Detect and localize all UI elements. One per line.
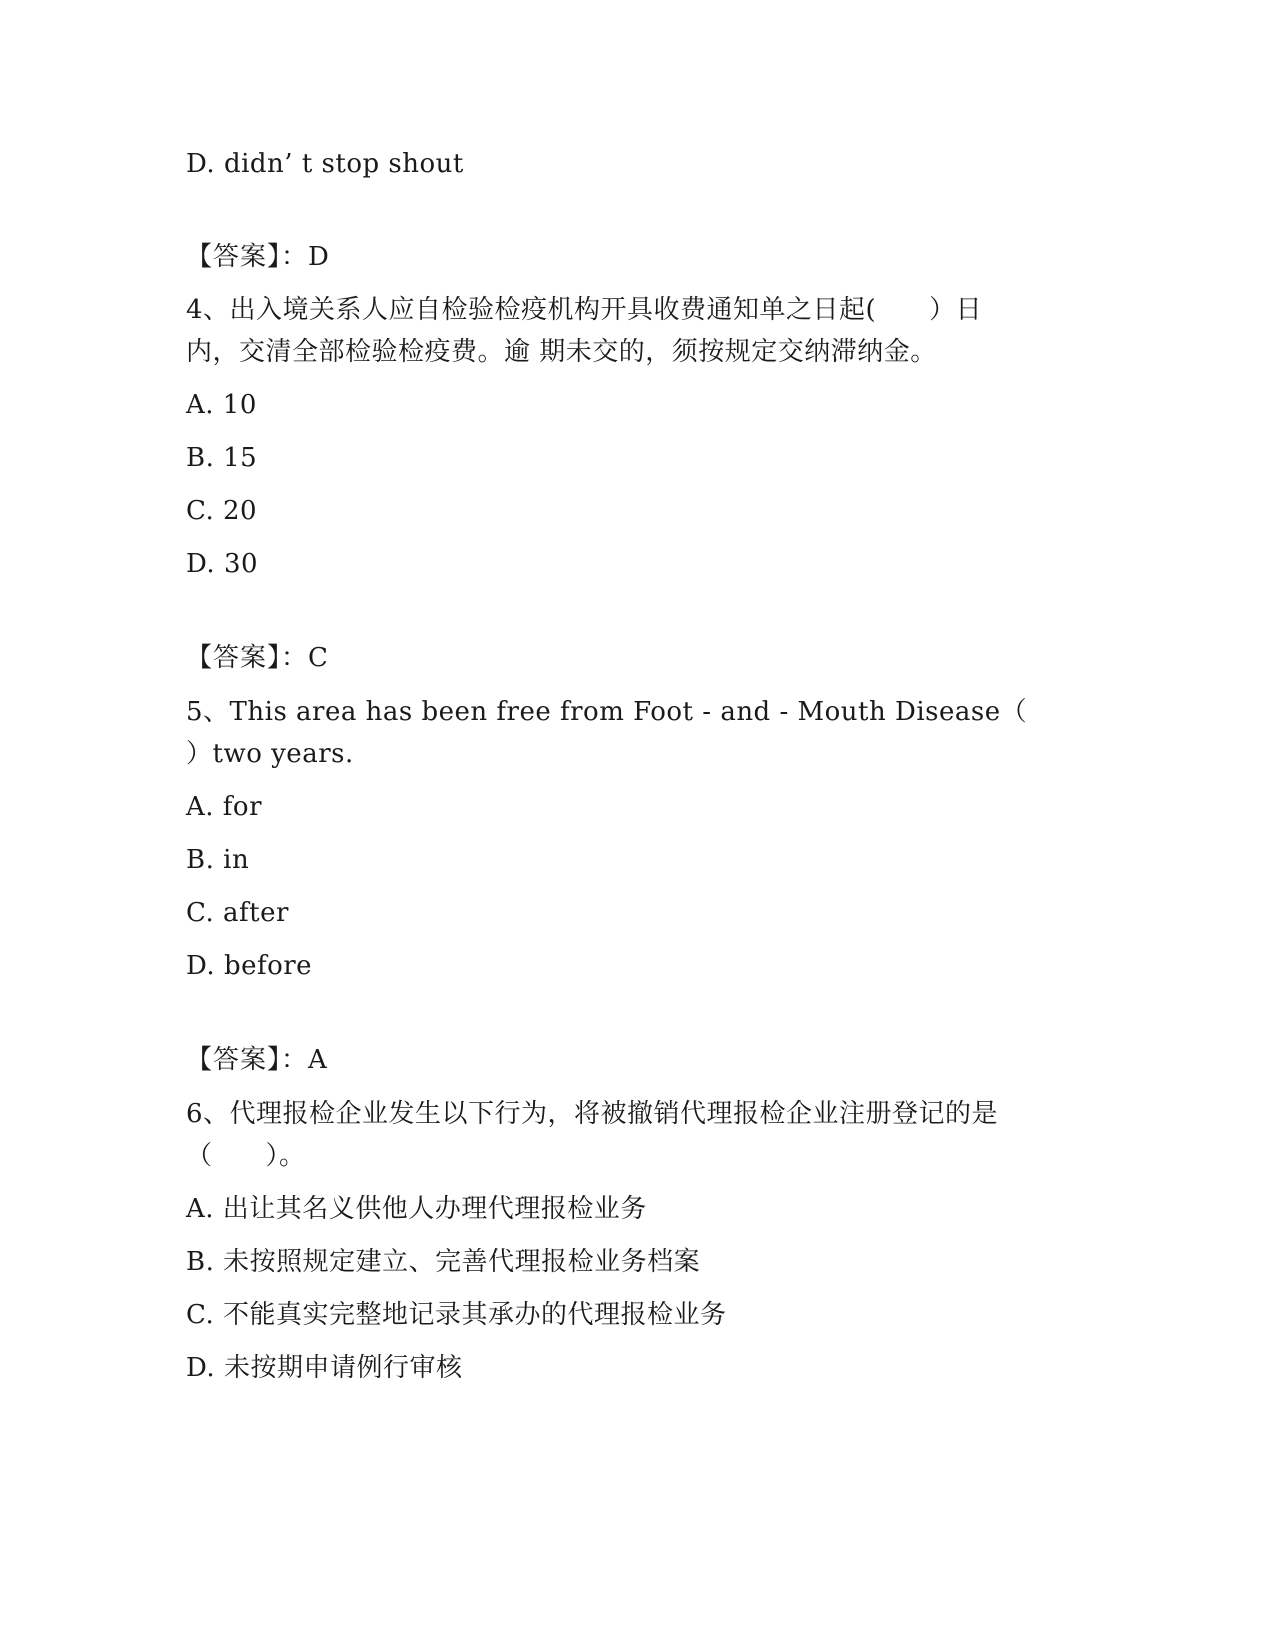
q4-option-d: D. 30 <box>186 549 259 579</box>
q4-stem-line2: 内，交清全部检验检疫费。逾 期未交的，须按规定交纳滞纳金。 <box>186 337 937 367</box>
q4-option-a: A. 10 <box>186 390 257 420</box>
q6-option-c: C. 不能真实完整地记录其承办的代理报检业务 <box>186 1300 727 1330</box>
q6-option-b: B. 未按照规定建立、完善代理报检业务档案 <box>186 1247 701 1277</box>
q4-option-b: B. 15 <box>186 443 258 473</box>
q4-option-c: C. 20 <box>186 496 258 526</box>
q5-option-d: D. before <box>186 951 313 981</box>
q6-stem-line1: 6、代理报检企业发生以下行为，将被撤销代理报检企业注册登记的是 <box>186 1099 999 1129</box>
q5-option-c: C. after <box>186 898 289 928</box>
q6-option-a: A. 出让其名义供他人办理代理报检业务 <box>186 1194 647 1224</box>
q3-option-d: D. didn’ t stop shout <box>186 149 464 179</box>
q3-answer: 【答案】：D <box>186 242 330 272</box>
q4-stem-line1: 4、出入境关系人应自检验检疫机构开具收费通知单之日起( ）日 <box>186 295 983 325</box>
q6-option-d: D. 未按期申请例行审核 <box>186 1353 463 1383</box>
q5-answer: 【答案】：A <box>186 1045 328 1075</box>
q6-stem-line2: （ ）。 <box>186 1141 306 1171</box>
q4-answer: 【答案】：C <box>186 643 329 673</box>
q5-option-b: B. in <box>186 845 250 875</box>
q5-option-a: A. for <box>186 792 263 822</box>
q5-stem-line2: ）two years. <box>186 739 354 769</box>
q5-stem-line1: 5、This area has been free from Foot - and - Mouth Disease（ <box>186 697 1028 727</box>
